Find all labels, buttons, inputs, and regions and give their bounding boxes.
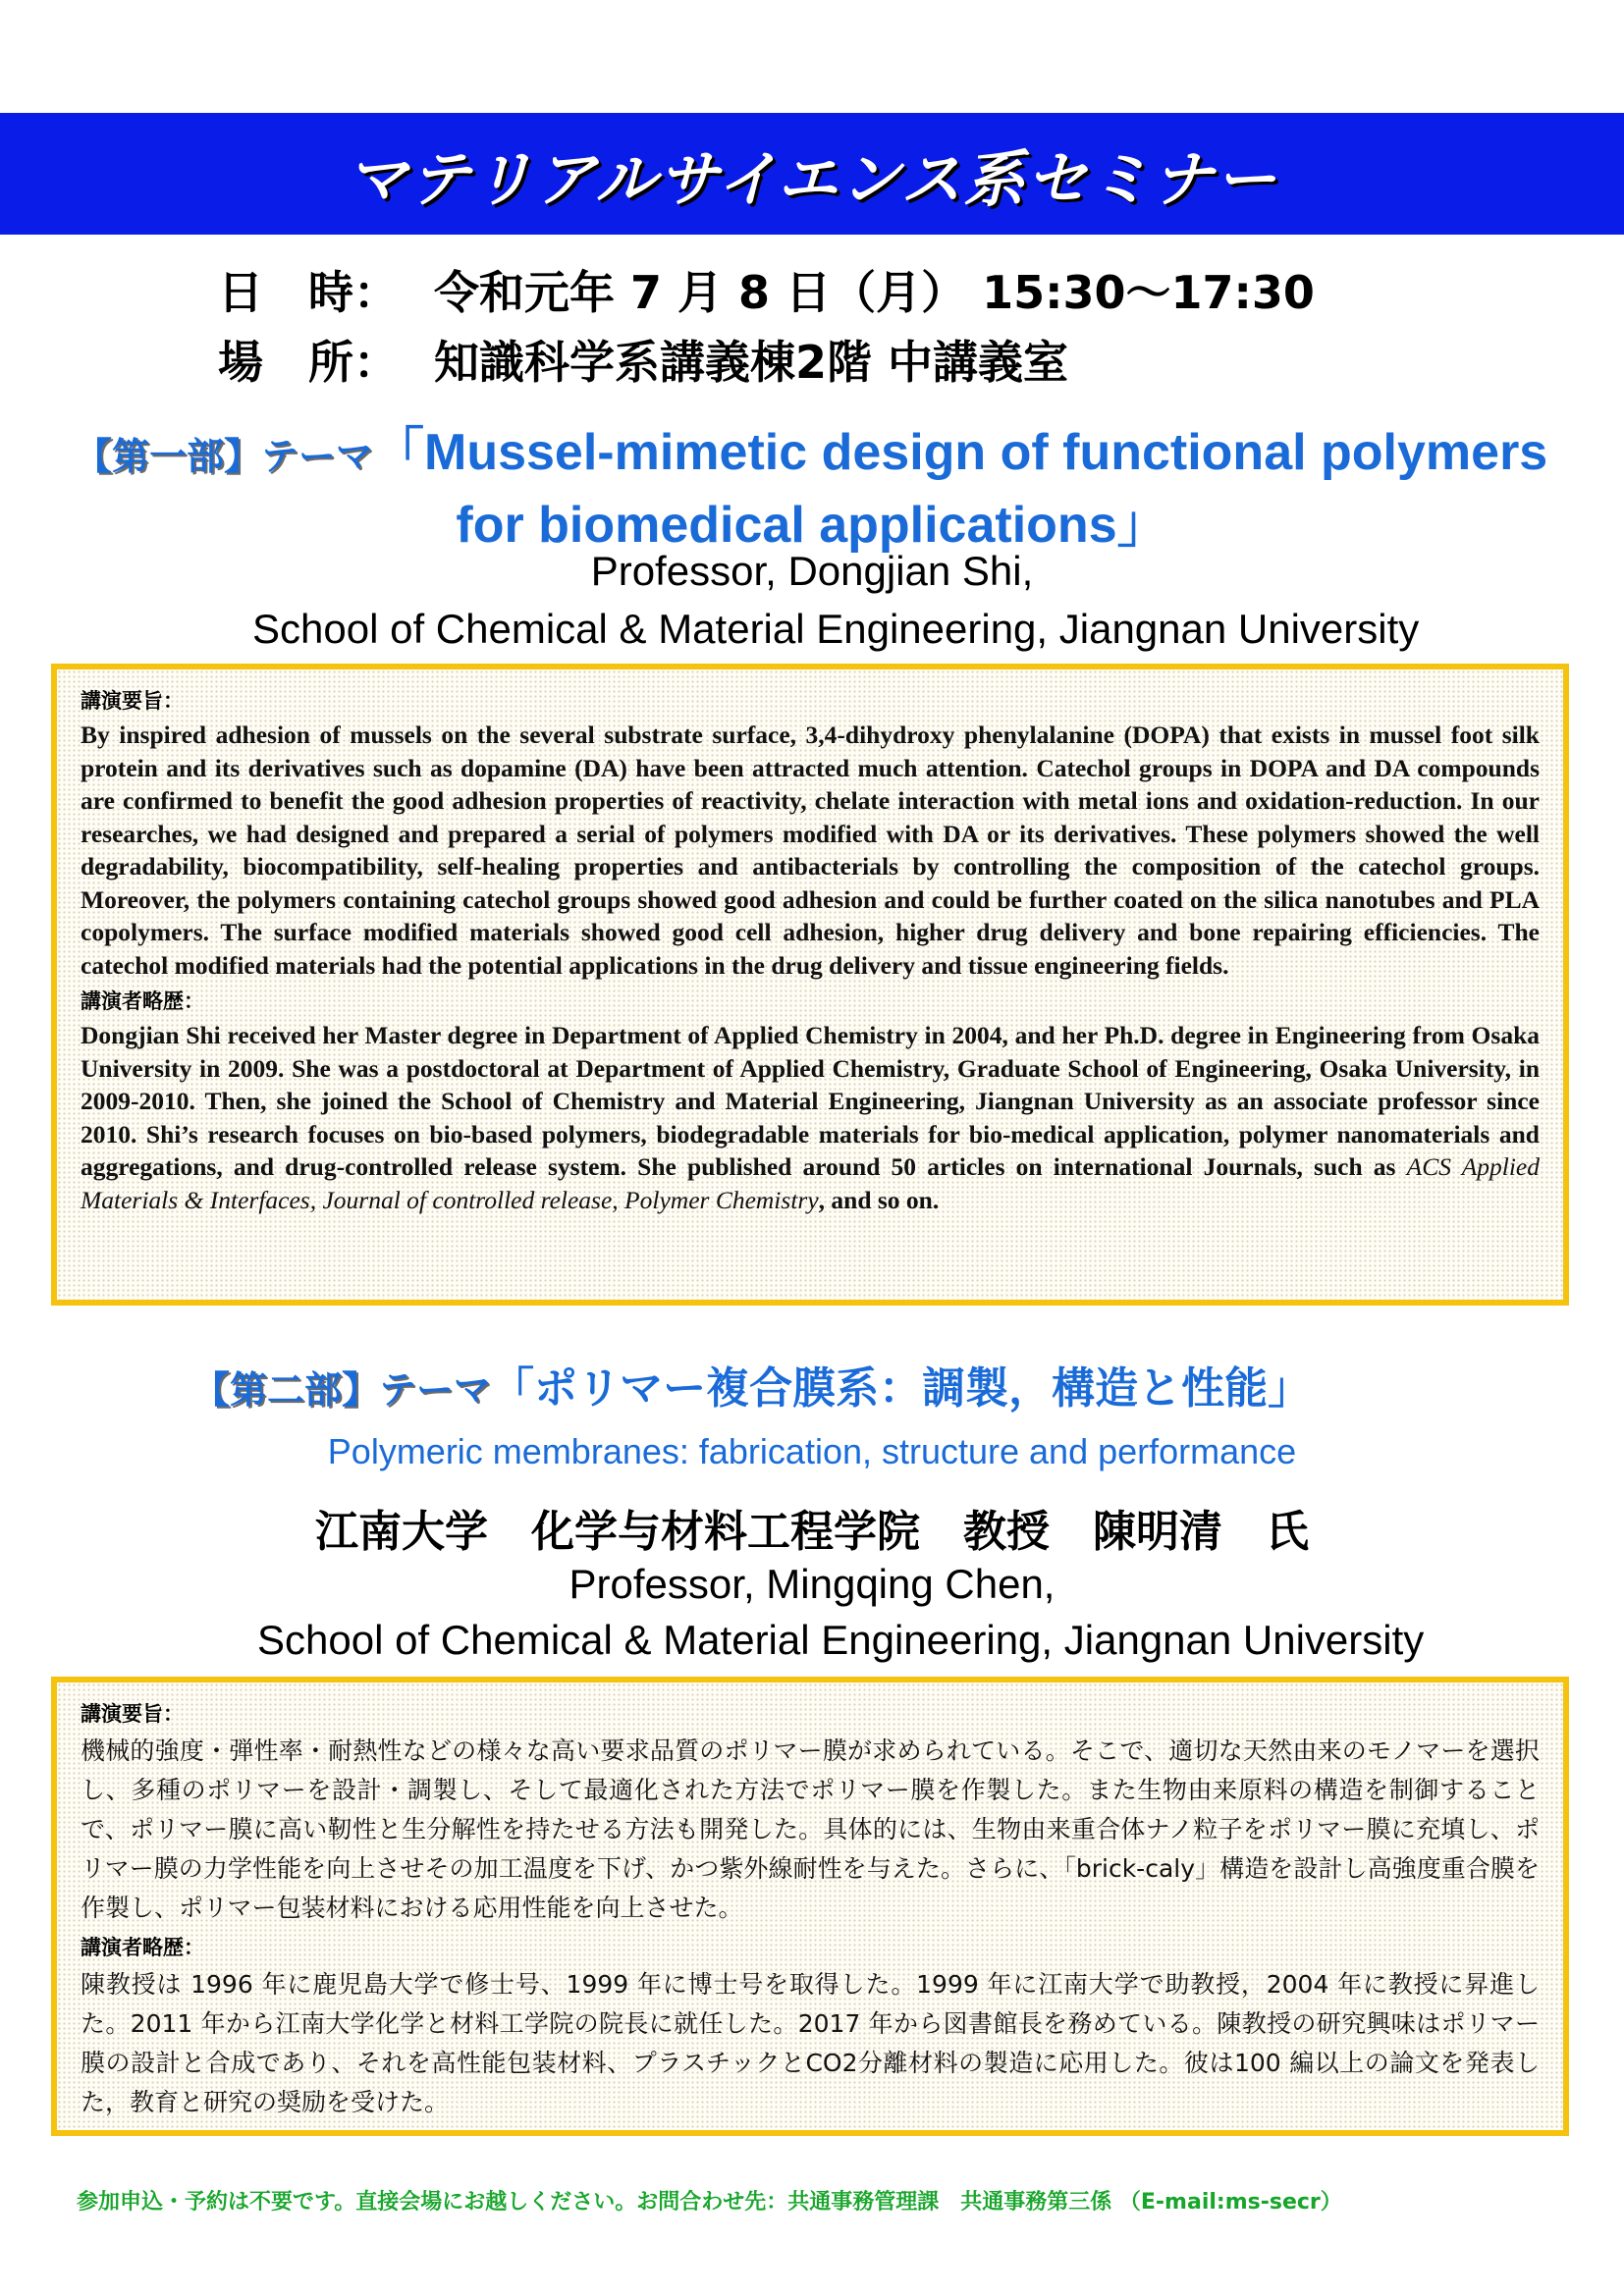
- part2-speaker-affiliation: School of Chemical & Material Engineering, Jiangnan University: [257, 1617, 1425, 1663]
- part1-speaker-affiliation: School of Chemical & Material Engineering, Jiangnan University: [252, 606, 1420, 652]
- place-label: 場 所：: [218, 336, 399, 389]
- part2-abstract-box: [51, 1677, 1569, 2136]
- part2-label: 【第二部】テーマ: [192, 1368, 492, 1412]
- part1-title-text2: for biomedical applications」: [456, 497, 1168, 554]
- part2-abstract-heading: 講演要旨：: [81, 1702, 184, 1726]
- part2-title-text: 「ポリマー複合膜系：調製，構造と性能」: [491, 1363, 1312, 1414]
- part2-speaker-ja: 江南大学 化学与材料工程学院 教授 陳明清 氏: [315, 1507, 1309, 1557]
- part1-bio-text: [81, 1019, 1540, 1216]
- part2-speaker-name: Professor, Mingqing Chen,: [568, 1561, 1056, 1607]
- part2-title-line: [192, 1353, 1311, 1415]
- date-label: 日 時：: [218, 266, 399, 319]
- part2-bio-heading: 講演者略歴：: [81, 1936, 204, 1959]
- part1-title-line1: [75, 410, 1547, 484]
- part1-bio-main: Dongjian Shi received her Master degree in Department of Applied Chemistry in 2004, and her Ph.D. degree in Engineering from Osaka University in 2009. She was a postdoctoral at Department of Applied Chemistry, Graduate School of Engineering, Osaka University, in 2009-2010. Then, she joined the School of Chemistry and Material Engineering, Jiangnan University as an associate professor since 2010. Shi’s research focuses on bio-based polymers, biodegradable materials for bio-medical application, polymer nanomaterials and aggregations, and drug-controlled release system. She published around 50 articles on international Journals, such as: [81, 1021, 1540, 1181]
- place-value: 知識科学系講義棟2階 中講義室: [434, 336, 1069, 389]
- part1-abstract-text: By inspired adhesion of mussels on the several substrate surface, 3,4-dihydroxy phenylalanine (DOPA) that exists in mussel foot silk protein and its derivatives such as dopamine (DA) have been attracted much attention. Catechol groups in DOPA and DA compounds are confirmed to benefit the good adhesion properties of reactivity, chelate interaction with metal ions and oxidation-reduction. In our researches, we had designed and prepared a serial of polymers modified with DA or its derivatives. These polymers showed the well degradability, biocompatibility, self-healing properties and antibacterials by controlling the composition of the catechol groups. Moreover, the polymers containing catechol groups showed good adhesion and could be further coated on the silica nanotubes and PLA copolymers. The surface modified materials showed good cell adhesion, higher drug delivery and bone repairing efficiencies. The catechol modified materials had the potential applications in the drug delivery and tissue engineering fields.: [81, 721, 1540, 980]
- part1-title-text1: 「Mussel-mimetic design of functional polymers: [373, 424, 1548, 481]
- place-line: [218, 327, 1068, 392]
- part2-bio-text: 陳教授は 1996 年に鹿児島大学で修士号、1999 年に博士号を取得した。1999 年に江南大学で助教授，2004 年に教授に昇進した。2011 年から江南大学化学と材料工学院の院長に就任した。2017 年から図書館長を務めている。陳教授の研究興味はポリマー膜の設計と合成であり、それを高性能包装材料、プラスチックとCO2分離材料の製造に応用した。彼は100 編以上の論文を発表した，教育と研究の奨励を受けた。: [81, 1970, 1540, 2116]
- seminar-banner: [0, 113, 1624, 235]
- part1-bio-heading: 講演者略歴：: [81, 989, 204, 1013]
- footer-contact: 参加申込・予約は不要です。直接会場にお越しください。お問合わせ先：共通事務管理課 共通事務第三係 （E-mail:ms-secr）: [77, 2190, 1342, 2215]
- part2-abstract-text: 機械的強度・弾性率・耐熱性などの様々な高い要求品質のポリマー膜が求められている。そこで、適切な天然由来のモノマーを選択し、多種のポリマーを設計・調製し、そして最適化された方法でポリマー膜を作製した。また生物由来原料の構造を制御することで、ポリマー膜に高い靭性と生分解性を持たせる方法も開発した。具体的には、生物由来重合体ナノ粒子をポリマー膜に充填し、ポリマー膜の力学性能を向上させその加工温度を下げ、かつ紫外線耐性を与えた。さらに、「brick-caly」構造を設計し高強度重合膜を作製し、ポリマー包装材料における応用性能を向上させた。: [81, 1736, 1540, 1922]
- part1-bio-journals: ACS Applied Materials & Interfaces, Journal of controlled release, Polymer Chemistry: [81, 1152, 1541, 1214]
- part1-abstract-heading: 講演要旨：: [81, 689, 184, 713]
- part1-title-line2: [0, 483, 1624, 557]
- part1-label: 【第一部】テーマ: [75, 435, 374, 478]
- seminar-title: マテリアルサイエンス系セミナー: [346, 142, 1278, 215]
- part2-subtitle: Polymeric membranes: fabrication, structure and performance: [327, 1431, 1297, 1471]
- part1-bio-end: , and so on.: [818, 1185, 940, 1214]
- part1-abstract-box: [51, 664, 1569, 1306]
- date-line: [218, 257, 1315, 322]
- date-value: 令和元年 7 月 8 日（月） 15:30～17:30: [434, 266, 1315, 319]
- part1-speaker-name: Professor, Dongjian Shi,: [590, 548, 1034, 594]
